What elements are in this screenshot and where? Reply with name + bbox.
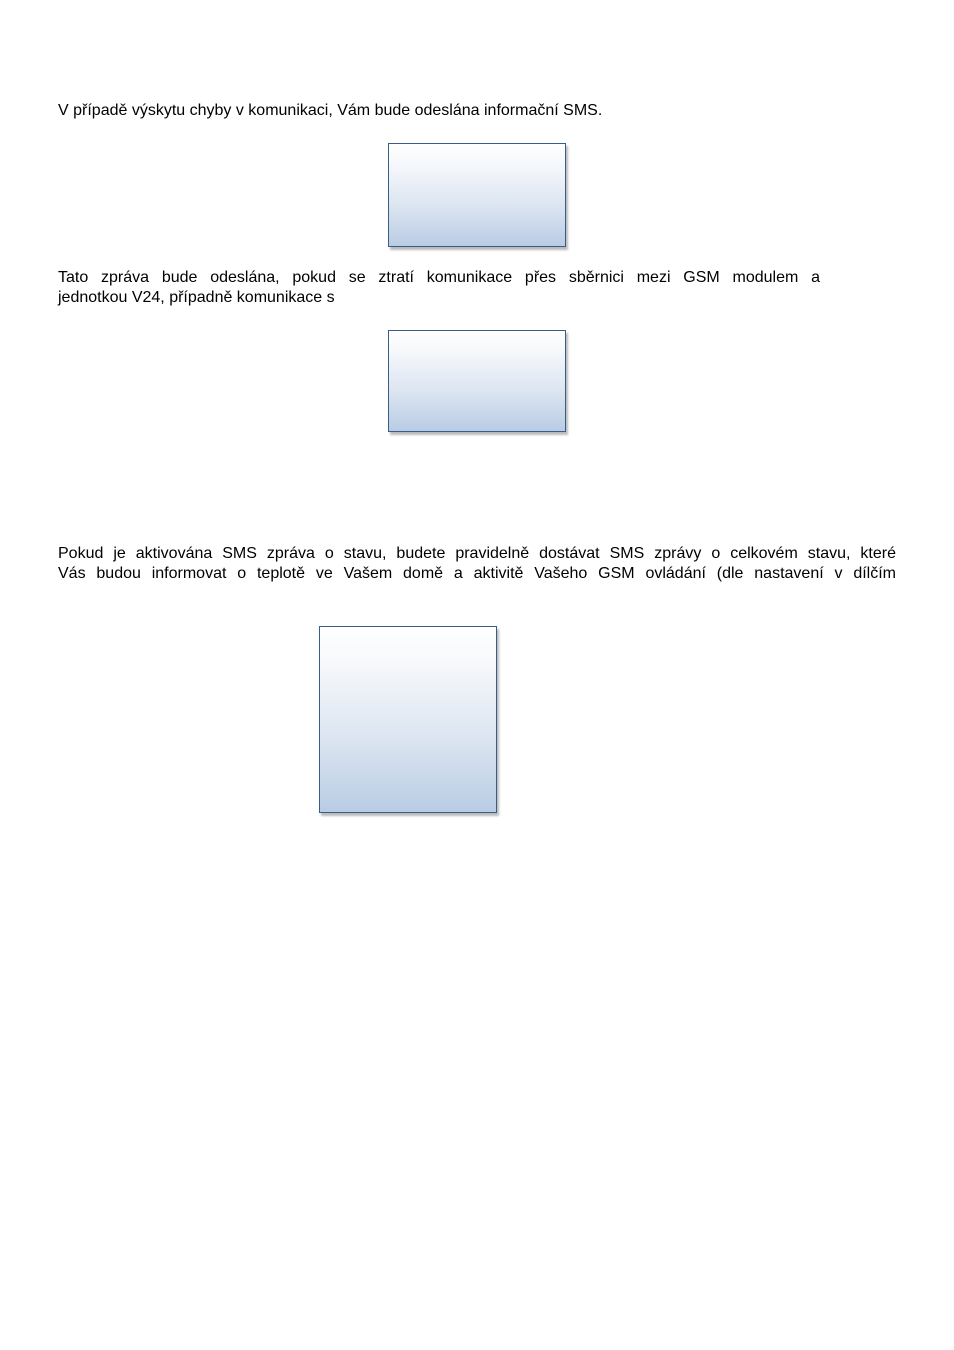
sms-preview-box-3 — [319, 626, 497, 813]
communication-loss-paragraph — [58, 268, 820, 308]
communication-loss-line-1: Tato zpráva bude odeslána, pokud se ztratí komunikace přes sběrnici mezi GSM modulem a — [58, 269, 820, 286]
status-sms-line-2: Vás budou informovat o teplotě ve Vašem domě a aktivitě Vašeho GSM ovládání (dle nastavení v dílčím — [58, 565, 896, 582]
error-sms-text: V případě výskytu chyby v komunikaci, Vám bude odeslána informační SMS. — [58, 102, 603, 119]
status-sms-paragraph — [58, 544, 896, 584]
status-sms-line-1: Pokud je aktivována SMS zpráva o stavu, budete pravidelně dostávat SMS zprávy o celkovém stavu, které — [58, 545, 896, 562]
sms-preview-box-2 — [388, 330, 566, 432]
sms-preview-box-1 — [388, 143, 566, 247]
communication-loss-line-2: jednotkou V24, případně komunikace s — [58, 289, 335, 306]
error-sms-paragraph — [58, 101, 898, 121]
